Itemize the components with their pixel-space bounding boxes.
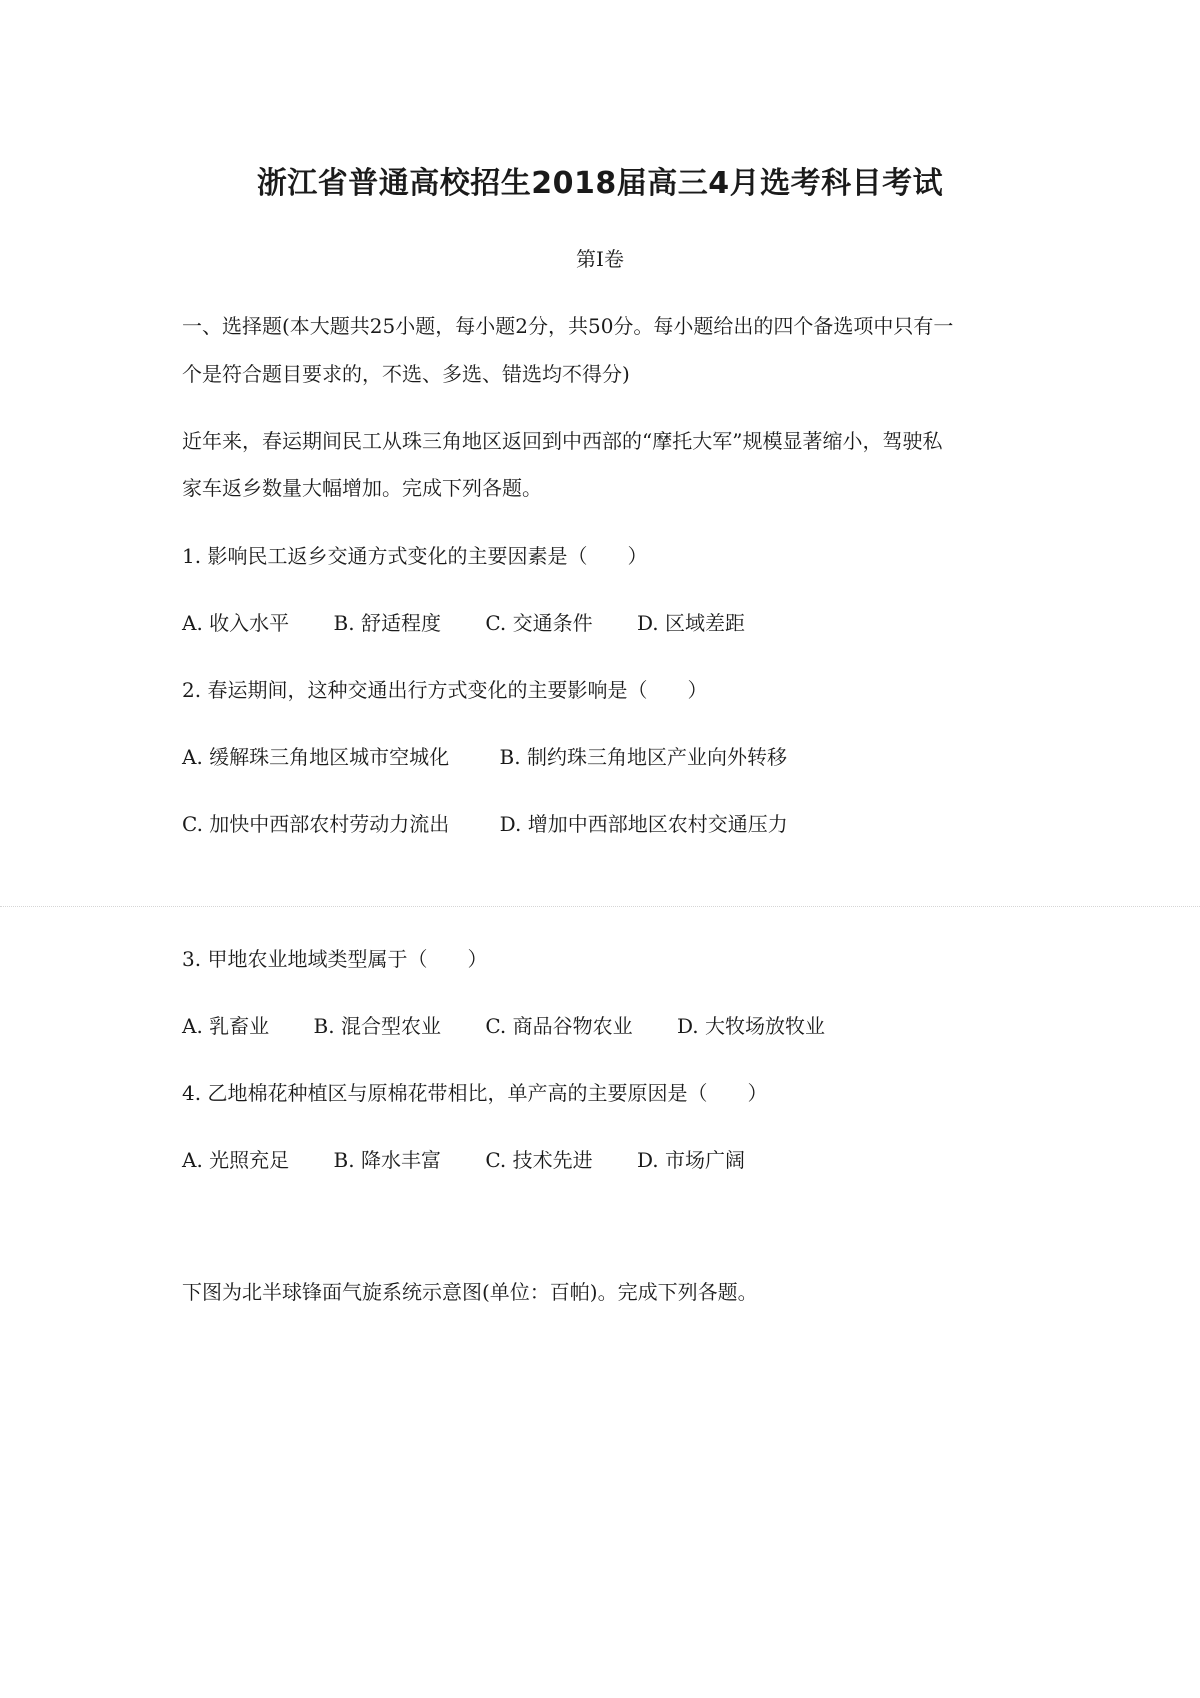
q4-option-b: B. 降水丰富 [333, 1148, 441, 1172]
q2-option-d: D. 增加中西部地区农村交通压力 [499, 812, 788, 836]
question-3-options [182, 1010, 863, 1039]
q4-option-c: C. 技术先进 [485, 1148, 593, 1172]
question-2-stem: 2. 春运期间，这种交通出行方式变化的主要影响是（ ） [182, 678, 708, 702]
q3-option-a: A. 乳畜业 [182, 1014, 270, 1038]
q1-option-a: A. 收入水平 [182, 611, 290, 635]
question-2-options-row2 [182, 808, 826, 837]
section-instruction-line2: 个是符合题目要求的，不选、多选、错选均不得分) [182, 362, 630, 386]
q4-option-d: D. 市场广阔 [636, 1148, 746, 1172]
passage1-line1: 近年来，春运期间民工从珠三角地区返回到中西部的“摩托大军”规模显著缩小，驾驶私 [182, 429, 943, 453]
question-4-stem: 4. 乙地棉花种植区与原棉花带相比，单产高的主要原因是（ ） [182, 1081, 768, 1105]
page-divider [0, 906, 1200, 907]
q3-option-b: B. 混合型农业 [313, 1014, 441, 1038]
q2-option-c: C. 加快中西部农村劳动力流出 [182, 812, 450, 836]
question-1-options [182, 607, 783, 636]
q1-option-c: C. 交通条件 [485, 611, 593, 635]
q4-option-a: A. 光照充足 [182, 1148, 290, 1172]
q3-option-d: D. 大牧场放牧业 [676, 1014, 826, 1038]
question-2-options-row1 [182, 741, 825, 770]
q1-option-d: D. 区域差距 [636, 611, 746, 635]
question-1-stem: 1. 影响民工返乡交通方式变化的主要因素是（ ） [182, 544, 648, 568]
q2-option-a: A. 缓解珠三角地区城市空城化 [182, 745, 450, 769]
volume-label: 第I卷 [576, 247, 624, 271]
exam-title: 浙江省普通高校招生2018届高三4月选考科目考试 [256, 166, 944, 201]
question-4-options [182, 1144, 783, 1173]
passage1-line2: 家车返乡数量大幅增加。完成下列各题。 [182, 476, 542, 500]
passage2-line1: 下图为北半球锋面气旋系统示意图(单位：百帕)。完成下列各题。 [182, 1280, 758, 1304]
q1-option-b: B. 舒适程度 [333, 611, 441, 635]
q3-option-c: C. 商品谷物农业 [485, 1014, 633, 1038]
q2-option-b: B. 制约珠三角地区产业向外转移 [499, 745, 787, 769]
question-3-stem: 3. 甲地农业地域类型属于（ ） [182, 947, 488, 971]
section-instruction-line1: 一、选择题(本大题共25小题，每小题2分，共50分。每小题给出的四个备选项中只有一 [182, 314, 954, 338]
